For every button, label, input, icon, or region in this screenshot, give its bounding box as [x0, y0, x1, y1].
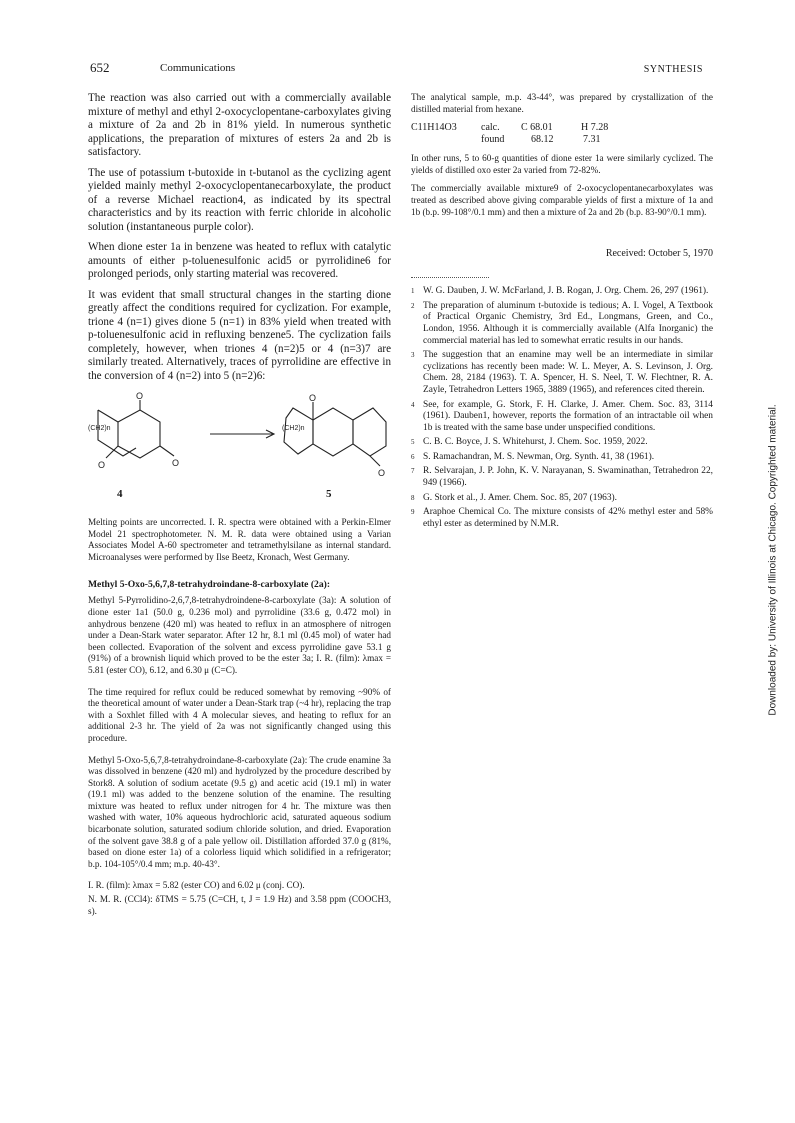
procedure-paragraph: Methyl 5-Pyrrolidino-2,6,7,8-tetrahydroindene-8-carboxylate (3a): A solution of dione ester 1a1 (50.0 g, 0.236 mol) and pyrrolidine (33.6 g, 0.472 mol) in anhydrous benzene (420 ml) was heated to reflux in an atmosphere of nitrogen under a Dean-Stark water separator. After 12 hr, 8.1 ml (0.45 mol) of water had been collected. Evaporation of the solvent and excess pyrrolidine gave 53.1 g (91%) of a brownish liquid which proved to be the ester 3a; I. R. (film): λmax = 5.81 (ester CO), 6.12, and 6.30 μ (C=C).: [88, 595, 391, 675]
footnote-divider: [411, 277, 489, 278]
paragraph: The analytical sample, m.p. 43-44°, was prepared by crystallization of the distilled material from hexane.: [411, 92, 713, 114]
reference-text: C. B. C. Boyce, J. S. Whitehurst, J. Chem. Soc. 1959, 2022.: [423, 437, 648, 448]
compound-label: 4: [117, 488, 123, 500]
ir-data: I. R. (film): λmax = 5.82 (ester CO) and 6.02 μ (conj. CO).: [88, 880, 305, 891]
procedure-paragraph: Methyl 5-Oxo-5,6,7,8-tetrahydroindane-8-carboxylate (2a): The crude enamine 3a was dissolved in benzene (420 ml) and hydrolyzed by the procedure described by Stork8. A solution of sodium acetate (9.5 g) and acetic acid (19.1 ml) in water (19.1 ml) was added to the benzene solution of the enamine. The resulting mixture was heated to reflux under nitrogen for 4 hr. The mixture was then washed with water, 10% aqueous hydrochloric acid, saturated aqueous sodium bicarbonate solution, saturated sodium chloride solution, and dried. Evaporation of the solvent gave 38.8 g of a pale yellow oil. Distillation afforded 37.0 g (81%, based on dione ester 1a) of a colorless liquid which solidified in a refrigerator; b.p. 104-105°/0.4 mm; m.p. 40-43°.: [88, 754, 391, 869]
reference-item: [411, 452, 713, 464]
structure-4-ring: [118, 410, 160, 458]
structure-4-chain: [98, 410, 136, 456]
paragraph: In other runs, 5 to 60-g quantities of dione ester 1a were similarly cyclized. The yields of distilled oxo ester 2a varied from 72-82%.: [411, 153, 713, 175]
atom-label: O: [136, 391, 144, 401]
section-name: Communications: [160, 62, 236, 74]
reference-number: 6: [411, 452, 415, 461]
reference-item: [411, 350, 713, 396]
reference-number: 4: [411, 400, 415, 409]
atom-label: O: [309, 393, 317, 403]
procedure-paragraph: The time required for reflux could be reduced somewhat by removing ~90% of the theoretical amount of water under a Dean-Stark trap (~4 hr), replacing the trap with a Soxhlet filled with 4 A molecular sieves, and heating to reflux for an additional 2-3 hr. The yield of 2a was not significantly changed using this procedure.: [88, 686, 391, 743]
reference-number: 7: [411, 467, 415, 476]
reference-text: W. G. Dauben, J. W. McFarland, J. B. Rogan, J. Org. Chem. 26, 297 (1961).: [423, 286, 709, 297]
journal-name: SYNTHESIS: [643, 64, 703, 75]
reference-text: S. Ramachandran, M. S. Newman, Org. Synth. 41, 38 (1961).: [423, 451, 655, 462]
paragraph: It was evident that small structural changes in the starting dione greatly affect the conditions required for cyclization. For example, trione 4 (n=1) gives dione 5 (n=1) in 83% yield when treated with p-toluenesulfonic acid in refluxing benzene5. The cyclization fails completely, however, when triones 4 (n=2)5 or 4 (n=3)7 are similarly treated. Alternatively, traces of pyrrolidine are effective in the conversion of 4 (n=2) into 5 (n=2)6:: [88, 288, 391, 382]
reference-number: 8: [411, 493, 415, 502]
reference-item: [411, 437, 713, 449]
atom-label: O: [98, 460, 106, 470]
reference-text: The preparation of aluminum t-butoxide is tedious; A. I. Vogel, A Textbook of Practical Organic Chemistry, 3rd Ed., Longmans, Green, and Co., London, 1956. Although it is commercially available (Alfa Inorganic) the commercial material has led to somewhat erratic results in our hands.: [423, 300, 713, 346]
atom-label: O: [378, 468, 386, 478]
reference-number: 5: [411, 438, 415, 447]
structure-5-ketone-bond: [370, 456, 380, 466]
paragraph: The reaction was also carried out with a commercially available mixture of methyl and ethyl 2-oxocyclopentane-carboxylates giving a mixture of 2a and 2b in 81% yield. In numerous synthetic applications, the preparation of mixtures of esters 2a and 2b is satisfactory.: [88, 92, 391, 158]
reaction-scheme: [88, 390, 391, 505]
paragraph: The use of potassium t-butoxide in t-butanol as the cyclizing agent yielded mainly methyl 2-oxocyclopentanecarboxylate, the product of a reverse Michael reaction4, as indicated by its spectral characteristics and by its reaction with ferric chloride in alcoholic solution (instantaneous purple color).: [88, 166, 391, 233]
download-watermark: Downloaded by: University of Illinois at Chicago. Copyrighted material.: [767, 404, 779, 716]
group-label: (CH2)n: [282, 425, 305, 432]
calc-hydrogen: H 7.28: [581, 122, 609, 134]
reference-item: [411, 466, 713, 489]
reaction-scheme-drawing: [88, 390, 391, 485]
reference-number: 2: [411, 301, 415, 310]
left-column: [88, 92, 391, 924]
structure-5-ring-c: [353, 408, 386, 456]
paragraph: When dione ester 1a in benzene was heated to reflux with catalytic amounts of either p-toluenesulfonic acid5 or pyrrolidine6 for prolonged periods, only starting material was recovered.: [88, 241, 391, 280]
structure-4-bond: [98, 410, 118, 422]
received-date: Received: October 5, 1970: [605, 248, 713, 260]
experimental-intro: Melting points are uncorrected. I. R. spectra were obtained with a Perkin-Elmer Model 21 spectrophotometer. N. M. R. data were obtained using a Varian Associates Model A-60 spectrometer and tetramethylsilane as internal standard. Microanalyses were performed by Ilse Beetz, Kronach, West Germany.: [88, 517, 391, 562]
reference-number: 1: [411, 287, 415, 296]
calc-label: calc.: [481, 122, 500, 134]
reference-item: [411, 286, 713, 298]
right-column: [411, 92, 713, 533]
reference-number: 9: [411, 508, 415, 517]
found-label: found: [481, 134, 505, 146]
nmr-data: N. M. R. (CCl4): δTMS = 5.75 (C=CH, t, J = 1.9 Hz) and 3.58 ppm (COOCH3, s).: [88, 894, 391, 916]
reference-number: 3: [411, 351, 415, 360]
analysis-found-row: [411, 134, 713, 146]
structure-4-ketone-bond: [160, 446, 174, 456]
page-number: 652: [90, 60, 110, 75]
found-carbon: 68.12: [531, 134, 554, 146]
section-heading: Methyl 5-Oxo-5,6,7,8-tetrahydroindane-8-carboxylate (2a):: [88, 579, 331, 591]
reference-text: R. Selvarajan, J. P. John, K. V. Narayanan, S. Swaminathan, Tetrahedron 22, 949 (1966).: [423, 466, 713, 489]
reference-item: [411, 400, 713, 435]
structure-5-ring-a: [313, 408, 353, 456]
paragraph: The commercially available mixture9 of 2-oxocyclopentanecarboxylates was treated as described above giving comparable yields of first a mixture of 1a and 1b (b.p. 99-108°/0.1 mm) and then a mixture of 2a and 2b (b.p. 83-90°/0.1 mm).: [411, 183, 713, 217]
reference-text: Araphoe Chemical Co. The mixture consists of 42% methyl ester and 58% ethyl ester as determined by N.M.R.: [423, 507, 713, 529]
reference-text: G. Stork et al., J. Amer. Chem. Soc. 85, 207 (1963).: [423, 492, 617, 503]
reference-item: [411, 493, 713, 505]
reference-list: [411, 286, 713, 530]
analysis-calc-row: [411, 122, 713, 134]
calc-carbon: C 68.01: [521, 122, 553, 134]
molecular-formula: C11H14O3: [411, 122, 457, 134]
reference-text: The suggestion that an enamine may well be an intermediate in similar cyclizations has recently been made: W. L. Meyer, A. S. Levinson, J. Org. Chem. 28, 2184 (1963). T. A. Spencer, H. S. Neel, T. W. Flechtner, R. A. Zayle, Tetrahedron Letters 1965, 3889 (1965), and references cited therein.: [423, 350, 713, 395]
atom-label: O: [172, 458, 180, 468]
reference-text: See, for example, G. Stork, F. H. Clarke, J. Amer. Chem. Soc. 83, 3114 (1961). Dauben1, however, reports the formation of an intractable oil when 1b is treated with the same base under unspecified conditions.: [423, 399, 713, 433]
reference-item: [411, 301, 713, 347]
reference-item: [411, 507, 713, 530]
found-hydrogen: 7.31: [583, 134, 601, 146]
compound-label: 5: [326, 488, 332, 500]
group-label: (CH2)n: [88, 425, 111, 432]
